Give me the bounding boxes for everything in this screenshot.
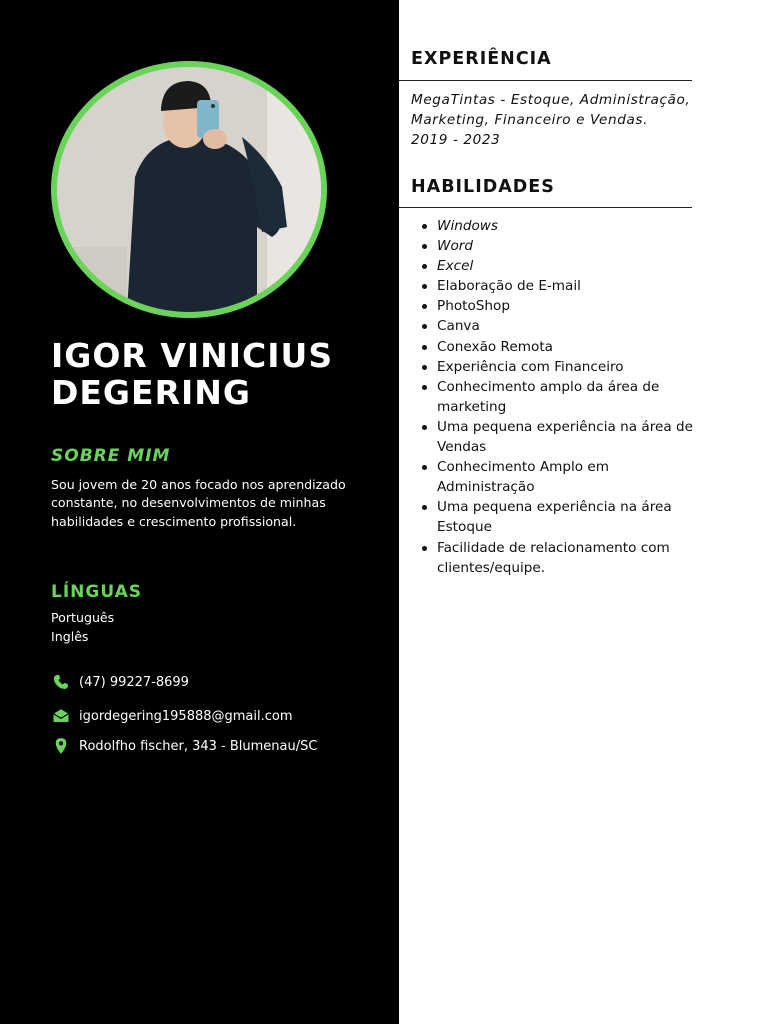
language-item: Português bbox=[51, 610, 115, 625]
profile-photo bbox=[51, 61, 327, 318]
name-line-1: IGOR VINICIUS bbox=[51, 336, 334, 375]
list-item: Excel bbox=[419, 256, 699, 276]
linguas-list bbox=[51, 608, 114, 646]
list-item: Conhecimento Amplo em Administração bbox=[419, 457, 699, 497]
email-address: igordegering195888@gmail.com bbox=[79, 708, 293, 724]
linguas-heading: LÍNGUAS bbox=[51, 582, 143, 602]
experiencia-text bbox=[411, 90, 741, 150]
experiencia-divider bbox=[399, 80, 692, 81]
list-item: Conhecimento amplo da área de marketing bbox=[419, 377, 699, 417]
list-item: Canva bbox=[419, 316, 699, 336]
habilidades-heading: HABILIDADES bbox=[411, 177, 555, 197]
experiencia-line-2: Marketing, Financeiro e Vendas. bbox=[411, 112, 649, 128]
address-text: Rodolfho fischer, 343 - Blumenau/SC bbox=[79, 738, 318, 754]
envelope-icon bbox=[51, 706, 71, 726]
phone-icon bbox=[51, 672, 71, 692]
name-line-2: DEGERING bbox=[51, 373, 251, 412]
list-item: PhotoShop bbox=[419, 296, 699, 316]
habilidades-divider bbox=[399, 207, 692, 208]
list-item: Windows bbox=[419, 216, 699, 236]
language-item: Inglês bbox=[51, 629, 89, 644]
habilidades-list bbox=[419, 216, 699, 578]
list-item: Facilidade de relacionamento com clientes/equipe. bbox=[419, 538, 699, 578]
list-item: Uma pequena experiência na área Estoque bbox=[419, 497, 699, 537]
list-item: Elaboração de E-mail bbox=[419, 276, 699, 296]
map-pin-icon bbox=[51, 736, 71, 756]
list-item: Experiência com Financeiro bbox=[419, 357, 699, 377]
sobre-mim-heading: SOBRE MIM bbox=[51, 446, 171, 466]
contact-phone bbox=[51, 672, 189, 692]
phone-number: (47) 99227-8699 bbox=[79, 674, 189, 690]
sobre-mim-text: Sou jovem de 20 anos focado nos aprendizado constante, no desenvolvimentos de minhas habilidades e crescimento profissional. bbox=[51, 477, 346, 529]
list-item: Word bbox=[419, 236, 699, 256]
contact-address bbox=[51, 736, 317, 756]
list-item: Conexão Remota bbox=[419, 337, 699, 357]
full-name bbox=[51, 337, 381, 411]
contact-email bbox=[51, 706, 293, 726]
experiencia-heading: EXPERIÊNCIA bbox=[411, 49, 552, 69]
experiencia-line-1: MegaTintas - Estoque, Administração, bbox=[411, 92, 691, 108]
experiencia-dates: 2019 - 2023 bbox=[411, 132, 501, 148]
right-panel bbox=[399, 0, 768, 1024]
list-item: Uma pequena experiência na área de Vendas bbox=[419, 417, 699, 457]
